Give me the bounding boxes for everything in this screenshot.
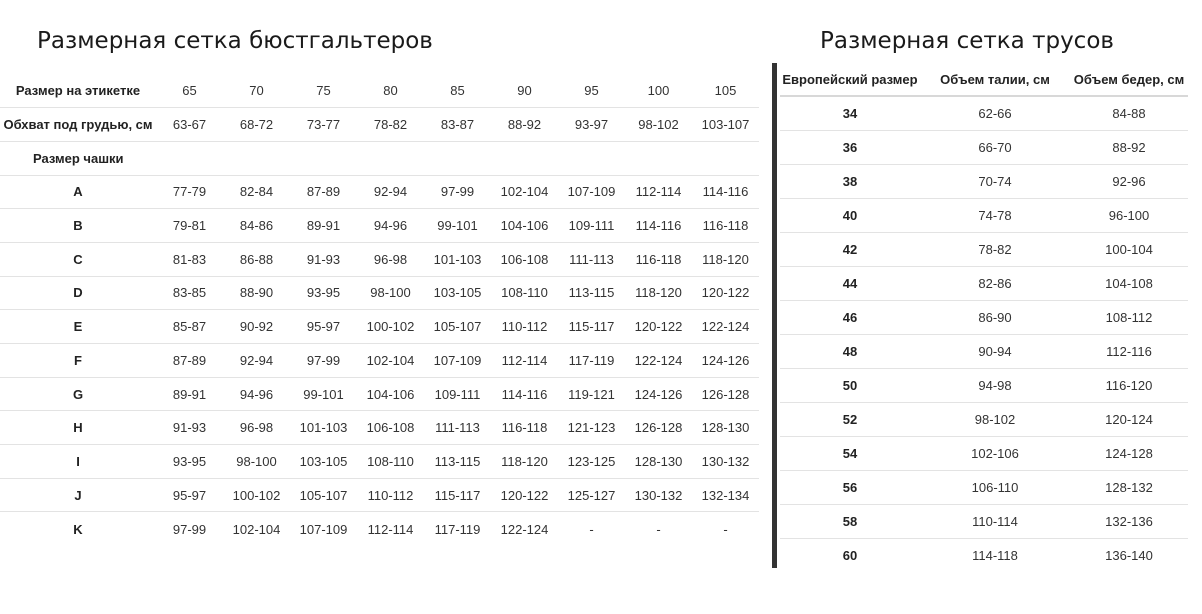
eu-size-cell: 56	[780, 470, 920, 504]
panty-row	[780, 504, 1188, 538]
bust-measure-cell: 120-122	[692, 276, 759, 310]
bust-measure-cell: 98-100	[357, 276, 424, 310]
bust-measure-cell: 111-113	[424, 411, 491, 445]
bust-measure-cell: 109-111	[424, 377, 491, 411]
empty-cell	[223, 141, 290, 175]
bust-measure-cell: 115-117	[558, 310, 625, 344]
bust-measure-cell: 107-109	[558, 175, 625, 209]
cup-label: J	[0, 478, 156, 512]
bust-measure-cell: 99-101	[424, 209, 491, 243]
cup-label: B	[0, 209, 156, 243]
cup-row	[0, 411, 759, 445]
panty-row	[780, 538, 1188, 572]
hip-cell: 132-136	[1070, 504, 1188, 538]
label-size-cell: 85	[424, 74, 491, 108]
underbust-cell: 98-102	[625, 108, 692, 142]
panty-row	[780, 402, 1188, 436]
panty-row	[780, 232, 1188, 266]
bust-measure-cell: 90-92	[223, 310, 290, 344]
label-size-cell: 95	[558, 74, 625, 108]
panty-row	[780, 368, 1188, 402]
cup-label: H	[0, 411, 156, 445]
bust-measure-cell: 117-119	[558, 344, 625, 378]
bust-measure-cell: 85-87	[156, 310, 223, 344]
panty-column-header: Объем бедер, см	[1070, 63, 1188, 96]
bust-measure-cell: 89-91	[290, 209, 357, 243]
waist-cell: 86-90	[920, 300, 1070, 334]
cup-label: K	[73, 521, 83, 537]
label-size-cell: 105	[692, 74, 759, 108]
eu-size-cell: 54	[780, 436, 920, 470]
cup-row	[0, 478, 759, 512]
panty-chart-title: Размерная сетка трусов	[820, 28, 1114, 54]
bust-measure-cell: 123-125	[558, 445, 625, 479]
eu-size-cell: 38	[780, 164, 920, 198]
waist-cell: 70-74	[920, 164, 1070, 198]
underbust-cell: 93-97	[558, 108, 625, 142]
panty-row	[780, 130, 1188, 164]
panty-row	[780, 470, 1188, 504]
bust-measure-cell: 111-113	[558, 242, 625, 276]
bust-measure-cell: 126-128	[692, 377, 759, 411]
bust-measure-cell: 130-132	[625, 478, 692, 512]
cup-label: A	[0, 175, 156, 209]
bust-measure-cell: 110-112	[491, 310, 558, 344]
cup-row	[0, 276, 759, 310]
empty-cell	[357, 141, 424, 175]
cup-row	[0, 175, 759, 209]
waist-cell: 62-66	[920, 96, 1070, 130]
bust-measure-cell: 101-103	[290, 411, 357, 445]
bust-measure-cell: 122-124	[625, 344, 692, 378]
bust-measure-cell: 91-93	[156, 411, 223, 445]
bust-measure-cell: 122-124	[500, 521, 549, 537]
waist-cell: 90-94	[920, 334, 1070, 368]
bust-measure-cell: 107-109	[299, 521, 348, 537]
bust-measure-cell: 77-79	[156, 175, 223, 209]
label-size-header: Размер на этикетке	[0, 74, 156, 108]
cup-header-row	[0, 141, 759, 175]
bust-measure-cell: 116-118	[491, 411, 558, 445]
waist-cell: 94-98	[920, 368, 1070, 402]
bust-measure-cell: 118-120	[491, 445, 558, 479]
eu-size-cell: 34	[780, 96, 920, 130]
bust-measure-cell: 106-108	[491, 242, 558, 276]
bust-measure-cell: 108-110	[491, 276, 558, 310]
cup-label: D	[0, 276, 156, 310]
underbust-header: Обхват под грудью, см	[0, 108, 156, 142]
bust-measure-cell: 100-102	[223, 478, 290, 512]
bust-measure-cell: 114-116	[625, 209, 692, 243]
bust-measure-cell: 107-109	[424, 344, 491, 378]
panty-column-header: Объем талии, см	[920, 63, 1070, 96]
cup-row	[0, 377, 759, 411]
eu-size-cell: 60	[842, 547, 858, 563]
bust-measure-cell: 124-126	[625, 377, 692, 411]
bust-measure-cell: 118-120	[625, 276, 692, 310]
cup-label: I	[0, 445, 156, 479]
waist-cell: 106-110	[920, 470, 1070, 504]
bust-measure-cell: 98-100	[223, 445, 290, 479]
bust-measure-cell: 114-116	[692, 175, 759, 209]
bust-measure-cell: 102-104	[357, 344, 424, 378]
cup-row	[0, 209, 759, 243]
empty-cell	[558, 141, 625, 175]
bust-measure-cell: 109-111	[558, 209, 625, 243]
bust-measure-cell: 92-94	[223, 344, 290, 378]
cup-label: E	[0, 310, 156, 344]
bust-measure-cell: 87-89	[290, 175, 357, 209]
bust-measure-cell: 130-132	[692, 445, 759, 479]
bust-measure-cell: 102-104	[232, 521, 281, 537]
bust-measure-cell: 121-123	[558, 411, 625, 445]
label-size-cell: 90	[491, 74, 558, 108]
hip-cell: 136-140	[1105, 547, 1153, 563]
bust-measure-cell: 122-124	[692, 310, 759, 344]
eu-size-cell: 36	[780, 130, 920, 164]
bust-measure-cell: 102-104	[491, 175, 558, 209]
underbust-cell: 78-82	[357, 108, 424, 142]
cup-label: C	[0, 242, 156, 276]
bust-measure-cell: 89-91	[156, 377, 223, 411]
eu-size-cell: 44	[780, 266, 920, 300]
hip-cell: 88-92	[1070, 130, 1188, 164]
bust-measure-cell: 94-96	[223, 377, 290, 411]
cup-row	[0, 512, 759, 546]
bust-measure-cell: 105-107	[290, 478, 357, 512]
waist-cell: 102-106	[920, 436, 1070, 470]
cup-row	[0, 344, 759, 378]
bust-measure-cell: 97-99	[172, 521, 207, 537]
bra-size-table	[0, 74, 759, 546]
bust-measure-cell: 100-102	[357, 310, 424, 344]
underbust-cell: 73-77	[290, 108, 357, 142]
hip-cell: 112-116	[1070, 334, 1188, 368]
bust-measure-cell: 114-116	[491, 377, 558, 411]
table-divider	[772, 63, 777, 568]
panty-row	[780, 334, 1188, 368]
bust-measure-cell: 104-106	[357, 377, 424, 411]
empty-cell	[692, 141, 759, 175]
panty-column-header: Европейский размер	[780, 63, 920, 96]
eu-size-cell: 52	[780, 402, 920, 436]
bust-measure-cell: 101-103	[424, 242, 491, 276]
bust-measure-cell: 124-126	[692, 344, 759, 378]
bust-measure-cell: 115-117	[424, 478, 491, 512]
cup-label: F	[0, 344, 156, 378]
panty-size-table	[780, 63, 1188, 572]
panty-row	[780, 300, 1188, 334]
empty-cell	[491, 141, 558, 175]
waist-cell: 74-78	[920, 198, 1070, 232]
panty-row	[780, 96, 1188, 130]
label-size-cell: 80	[357, 74, 424, 108]
underbust-cell: 88-92	[491, 108, 558, 142]
eu-size-cell: 48	[780, 334, 920, 368]
bust-measure-cell: 86-88	[223, 242, 290, 276]
label-size-cell: 100	[625, 74, 692, 108]
waist-cell: 114-118	[972, 547, 1018, 563]
panty-row	[780, 266, 1188, 300]
eu-size-cell: 40	[780, 198, 920, 232]
hip-cell: 92-96	[1070, 164, 1188, 198]
waist-cell: 110-114	[920, 504, 1070, 538]
bust-measure-cell: 106-108	[357, 411, 424, 445]
bust-measure-cell: 117-119	[434, 521, 481, 537]
bust-measure-cell: 128-130	[625, 445, 692, 479]
waist-cell: 66-70	[920, 130, 1070, 164]
empty-cell	[156, 141, 223, 175]
bust-measure-cell: 132-134	[692, 478, 759, 512]
bust-measure-cell: 113-115	[424, 445, 491, 479]
panty-header-row	[780, 63, 1188, 96]
bust-measure-cell: 97-99	[424, 175, 491, 209]
bust-measure-cell: 113-115	[558, 276, 625, 310]
bust-measure-cell: 112-114	[491, 344, 558, 378]
cup-size-header: Размер чашки	[0, 141, 156, 175]
panty-row	[780, 164, 1188, 198]
hip-cell: 124-128	[1070, 436, 1188, 470]
bust-measure-cell: -	[723, 521, 728, 537]
bust-measure-cell: -	[656, 521, 661, 537]
bust-measure-cell: 119-121	[558, 377, 625, 411]
label-size-cell: 65	[156, 74, 223, 108]
bust-measure-cell: 125-127	[558, 478, 625, 512]
label-size-cell: 70	[223, 74, 290, 108]
waist-cell: 82-86	[920, 266, 1070, 300]
hip-cell: 100-104	[1070, 232, 1188, 266]
bust-measure-cell: 95-97	[290, 310, 357, 344]
cup-label: G	[0, 377, 156, 411]
bust-measure-cell: 79-81	[156, 209, 223, 243]
bust-measure-cell: 120-122	[625, 310, 692, 344]
label-size-cell: 75	[290, 74, 357, 108]
waist-cell: 98-102	[920, 402, 1070, 436]
bust-measure-cell: 105-107	[424, 310, 491, 344]
bust-measure-cell: 83-85	[156, 276, 223, 310]
hip-cell: 108-112	[1070, 300, 1188, 334]
bust-measure-cell: 96-98	[357, 242, 424, 276]
bust-measure-cell: 116-118	[625, 242, 692, 276]
underbust-cell: 68-72	[223, 108, 290, 142]
hip-cell: 96-100	[1070, 198, 1188, 232]
bust-measure-cell: 110-112	[357, 478, 424, 512]
bust-measure-cell: 112-114	[367, 521, 414, 537]
bust-measure-cell: 108-110	[357, 445, 424, 479]
bra-chart-title: Размерная сетка бюстгальтеров	[37, 28, 433, 54]
underbust-cell: 103-107	[692, 108, 759, 142]
empty-cell	[625, 141, 692, 175]
bust-measure-cell: 128-130	[692, 411, 759, 445]
label-size-row	[0, 74, 759, 108]
hip-cell: 116-120	[1070, 368, 1188, 402]
eu-size-cell: 46	[780, 300, 920, 334]
empty-cell	[290, 141, 357, 175]
bust-measure-cell: 95-97	[156, 478, 223, 512]
bust-measure-cell: 91-93	[290, 242, 357, 276]
underbust-cell: 63-67	[156, 108, 223, 142]
bust-measure-cell: 93-95	[290, 276, 357, 310]
hip-cell: 84-88	[1070, 96, 1188, 130]
panty-row	[780, 198, 1188, 232]
bust-measure-cell: 116-118	[692, 209, 759, 243]
panty-row	[780, 436, 1188, 470]
bust-measure-cell: 94-96	[357, 209, 424, 243]
bust-measure-cell: 103-105	[424, 276, 491, 310]
bust-measure-cell: 126-128	[625, 411, 692, 445]
underbust-row	[0, 108, 759, 142]
cup-row	[0, 310, 759, 344]
bust-measure-cell: 93-95	[156, 445, 223, 479]
bust-measure-cell: 112-114	[625, 175, 692, 209]
bust-measure-cell: 81-83	[156, 242, 223, 276]
bust-measure-cell: 99-101	[290, 377, 357, 411]
cup-row	[0, 445, 759, 479]
underbust-cell: 83-87	[424, 108, 491, 142]
bust-measure-cell: 104-106	[491, 209, 558, 243]
hip-cell: 104-108	[1070, 266, 1188, 300]
bust-measure-cell: 103-105	[290, 445, 357, 479]
bust-measure-cell: 118-120	[692, 242, 759, 276]
bust-measure-cell: 96-98	[223, 411, 290, 445]
bust-measure-cell: -	[589, 521, 594, 537]
bust-measure-cell: 97-99	[290, 344, 357, 378]
bust-measure-cell: 88-90	[223, 276, 290, 310]
cup-row	[0, 242, 759, 276]
bust-measure-cell: 92-94	[357, 175, 424, 209]
eu-size-cell: 50	[780, 368, 920, 402]
waist-cell: 78-82	[920, 232, 1070, 266]
bust-measure-cell: 120-122	[491, 478, 558, 512]
eu-size-cell: 42	[780, 232, 920, 266]
bust-measure-cell: 82-84	[223, 175, 290, 209]
bust-measure-cell: 84-86	[223, 209, 290, 243]
empty-cell	[424, 141, 491, 175]
eu-size-cell: 58	[780, 504, 920, 538]
hip-cell: 128-132	[1070, 470, 1188, 504]
hip-cell: 120-124	[1070, 402, 1188, 436]
bust-measure-cell: 87-89	[156, 344, 223, 378]
